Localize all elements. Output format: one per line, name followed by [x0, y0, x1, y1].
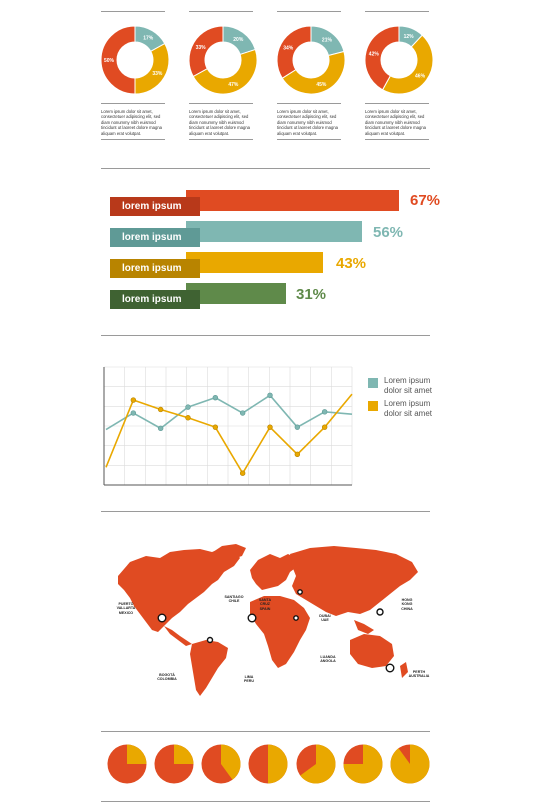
bar-label: lorem ipsum: [110, 259, 200, 278]
section-divider: [101, 335, 430, 336]
data-point: [268, 425, 273, 430]
bar: [186, 252, 323, 273]
pie-chart: [343, 744, 383, 784]
donut-rule: [277, 103, 341, 104]
city-label: BOGOTÁ COLOMBIA: [157, 673, 177, 682]
city-label: SANTIAGO CHILE: [224, 595, 244, 604]
australia: [350, 634, 394, 668]
central-america: [164, 626, 192, 646]
bar: [186, 221, 362, 242]
pie-slice: [174, 745, 194, 765]
donut-chart: [276, 25, 346, 95]
pie-chart: [296, 744, 336, 784]
data-point: [240, 471, 245, 476]
south-america: [190, 640, 228, 696]
legend-text: Lorem ipsum dolor sit amet: [384, 399, 433, 418]
top-rule-4: [365, 11, 429, 12]
pie-slice: [268, 745, 287, 784]
data-point: [186, 405, 191, 410]
bar: [186, 190, 399, 211]
city-label: PUERTO VALLARTA MEXICO: [116, 602, 136, 615]
data-point: [295, 425, 300, 430]
data-point: [131, 411, 136, 416]
data-point: [131, 398, 136, 403]
city-label: SANTA CRUZ SPAIN: [258, 598, 272, 611]
city-label: LUANDA ANGOLA: [320, 655, 336, 664]
city-label: HONG KONG CHINA: [401, 598, 413, 611]
donut-caption: Lorem ipsum dolor sit amet, consectetuer adipiscing elit, sed diam nonummy nibh euismod tincidunt ut laoreet dolore magna aliquam erat volutpat.: [277, 109, 338, 136]
donut-label: 45%: [316, 81, 327, 88]
donut-chart: [188, 25, 258, 95]
data-point: [295, 452, 300, 457]
donut-label: 33%: [152, 71, 163, 78]
legend-swatch: [368, 378, 378, 388]
city-marker: [386, 664, 394, 672]
city-marker: [298, 590, 302, 594]
data-point: [213, 395, 218, 400]
world-map: [100, 540, 430, 705]
donut-label: 21%: [321, 37, 332, 44]
north-america: [118, 548, 240, 632]
donut-label: 12%: [403, 33, 414, 40]
top-rule-1: [101, 11, 165, 12]
donut-rule: [277, 139, 341, 140]
europe: [250, 554, 298, 590]
city-marker: [294, 616, 298, 620]
data-point: [268, 393, 273, 398]
city-marker: [208, 638, 213, 643]
donut-label: 50%: [103, 58, 115, 64]
donut-rule: [365, 139, 429, 140]
data-point: [158, 407, 163, 412]
donut-label: 46%: [415, 73, 426, 80]
greenland: [210, 544, 246, 560]
indonesia: [354, 620, 374, 634]
pie-chart: [390, 744, 430, 784]
donut-label: 20%: [233, 36, 244, 43]
bar-value: 56%: [373, 224, 404, 241]
donut-label: 34%: [283, 45, 294, 52]
bar-value: 31%: [296, 286, 327, 303]
donut-chart: [100, 25, 170, 95]
series-line: [106, 395, 352, 429]
section-divider: [101, 731, 430, 732]
line-chart: [100, 365, 355, 490]
donut-rule: [189, 103, 253, 104]
city-label: DUBAI UAE: [319, 614, 331, 623]
data-point: [240, 411, 245, 416]
bar-label: lorem ipsum: [110, 228, 200, 247]
donut-segment: [189, 26, 223, 76]
donut-rule: [101, 103, 165, 104]
pie-chart: [107, 744, 147, 784]
donut-caption: Lorem ipsum dolor sit amet, consectetuer adipiscing elit, sed diam nonummy nibh euismod tincidunt ut laoreet dolore magna aliquam erat volutpat.: [189, 109, 250, 136]
data-point: [322, 425, 327, 430]
donut-label: 42%: [368, 51, 379, 58]
data-point: [322, 409, 327, 414]
donut-label: 47%: [228, 81, 239, 88]
donut-rule: [101, 139, 165, 140]
data-point: [158, 426, 163, 431]
pie-slice: [391, 745, 430, 784]
city-marker: [377, 609, 383, 615]
bar-value: 43%: [336, 255, 367, 272]
bar-label: lorem ipsum: [110, 197, 200, 216]
city-marker: [248, 614, 256, 622]
donut-segment: [135, 44, 169, 94]
pie-slice: [127, 745, 147, 765]
city-label: LIMA PERU: [244, 675, 254, 684]
donut-rule: [189, 139, 253, 140]
bar: [186, 283, 286, 304]
legend-swatch: [368, 401, 378, 411]
data-point: [213, 425, 218, 430]
pie-chart: [248, 744, 288, 784]
data-point: [186, 415, 191, 420]
donut-caption: Lorem ipsum dolor sit amet, consectetuer adipiscing elit, sed diam nonummy nibh euismod tincidunt ut laoreet dolore magna aliquam erat volutpat.: [101, 109, 162, 136]
legend-text: Lorem ipsum dolor sit amet: [384, 376, 433, 395]
section-divider: [101, 511, 430, 512]
section-divider: [101, 168, 430, 169]
donut-chart: [364, 25, 434, 95]
bar-value: 67%: [410, 192, 441, 209]
donut-label: 33%: [195, 44, 206, 51]
city-marker: [158, 614, 166, 622]
top-rule-3: [277, 11, 341, 12]
donut-rule: [365, 103, 429, 104]
bar-label: lorem ipsum: [110, 290, 200, 309]
pie-chart: [154, 744, 194, 784]
section-divider: [101, 801, 430, 802]
donut-segment: [277, 26, 311, 78]
pie-chart: [201, 744, 241, 784]
top-rule-2: [189, 11, 253, 12]
donut-caption: Lorem ipsum dolor sit amet, consectetuer adipiscing elit, sed diam nonummy nibh euismod tincidunt ut laoreet dolore magna aliquam erat volutpat.: [365, 109, 426, 136]
donut-label: 17%: [143, 35, 154, 42]
city-label: PERTH AUSTRALIA: [408, 670, 430, 679]
